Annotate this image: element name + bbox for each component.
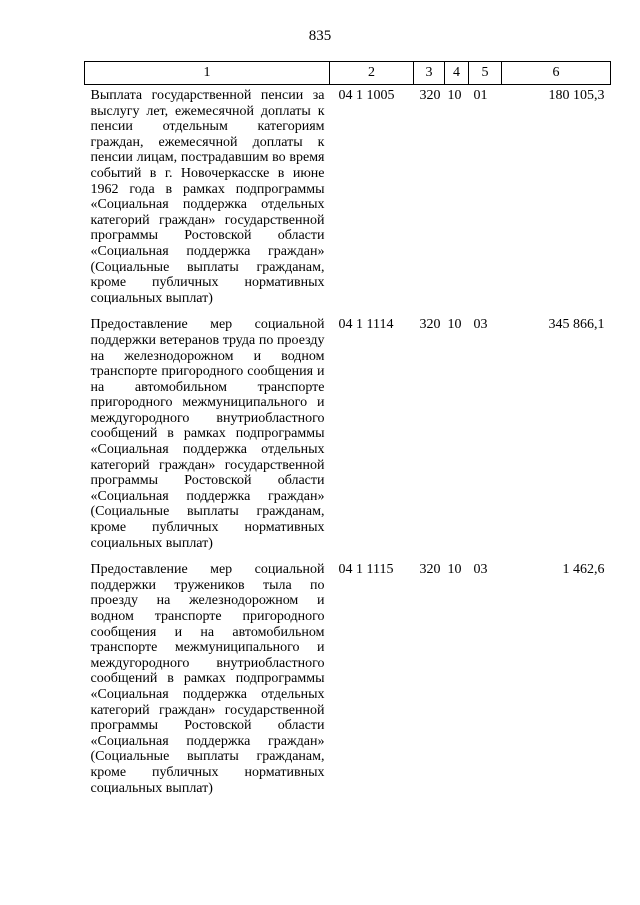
row-target-article: 04 1 1114 — [338, 317, 394, 333]
row-subsection: 01 — [473, 88, 488, 103]
row-target-article: 04 1 1005 — [338, 88, 395, 103]
page-number: 835 — [308, 28, 332, 44]
row-section: 10 — [447, 317, 462, 333]
budget-table — [84, 61, 611, 804]
header-col-4: 4 — [445, 62, 469, 85]
row-subsection: 03 — [473, 317, 488, 333]
table-header — [85, 62, 611, 85]
row-description: Выплата государственной пенсии за выслугу лет, ежемесячной доплаты к пенсии отдельным категориям граждан, ежемесячной доплаты к пенсии лицам, пострадавшим во время событий в г. Новочеркасске в июне 1962 года в рамках подпрограммы «Социальная поддержка отдельных категорий граждан» государственной программы Ростовской области «Социальная поддержка граждан» (Социальные выплаты гражданам, кроме публичных нормативных социальных выплат) — [90, 88, 325, 306]
row-description: Предоставление мер социальной поддержки ветеранов труда по проезду на железнодорожном и водном транспорте пригородного сообщения и на автомобильном транспорте пригородного межмуниципального и междугородного внутриобластного сообщений в рамках подпрограммы «Социальная поддержка отдельных категорий граждан» государственной программы Ростовской области «Социальная поддержка граждан» (Социальные выплаты гражданам, кроме публичных нормативных социальных выплат) — [90, 317, 325, 551]
row-amount: 1 462,6 — [562, 562, 605, 578]
row-amount: 345 866,1 — [548, 317, 605, 333]
table-row — [85, 85, 611, 315]
table-body — [85, 85, 611, 805]
table-row — [85, 314, 611, 559]
table-row — [85, 559, 611, 804]
header-col-6: 6 — [502, 62, 611, 85]
row-amount: 180 105,3 — [548, 88, 605, 103]
row-section: 10 — [447, 88, 462, 103]
header-row — [85, 62, 611, 85]
header-col-1: 1 — [85, 62, 330, 85]
row-expense-type: 320 — [419, 88, 441, 103]
row-expense-type: 320 — [419, 317, 441, 333]
header-col-5: 5 — [469, 62, 502, 85]
row-expense-type: 320 — [419, 562, 441, 578]
row-description: Предоставление мер социальной поддержки тружеников тыла по проезду на железнодорожном и водном транспорте пригородного сообщения и на автомобильном транспорте межмуниципального и междугородного внутриобластного сообщений в рамках подпрограммы «Социальная поддержка отдельных категорий граждан» государственной программы Ростовской области «Социальная поддержка граждан» (Социальные выплаты гражданам, кроме публичных нормативных социальных выплат) — [90, 562, 325, 796]
row-subsection: 03 — [473, 562, 488, 578]
row-section: 10 — [447, 562, 462, 578]
header-col-2: 2 — [330, 62, 414, 85]
row-target-article: 04 1 1115 — [338, 562, 394, 578]
header-col-3: 3 — [414, 62, 445, 85]
